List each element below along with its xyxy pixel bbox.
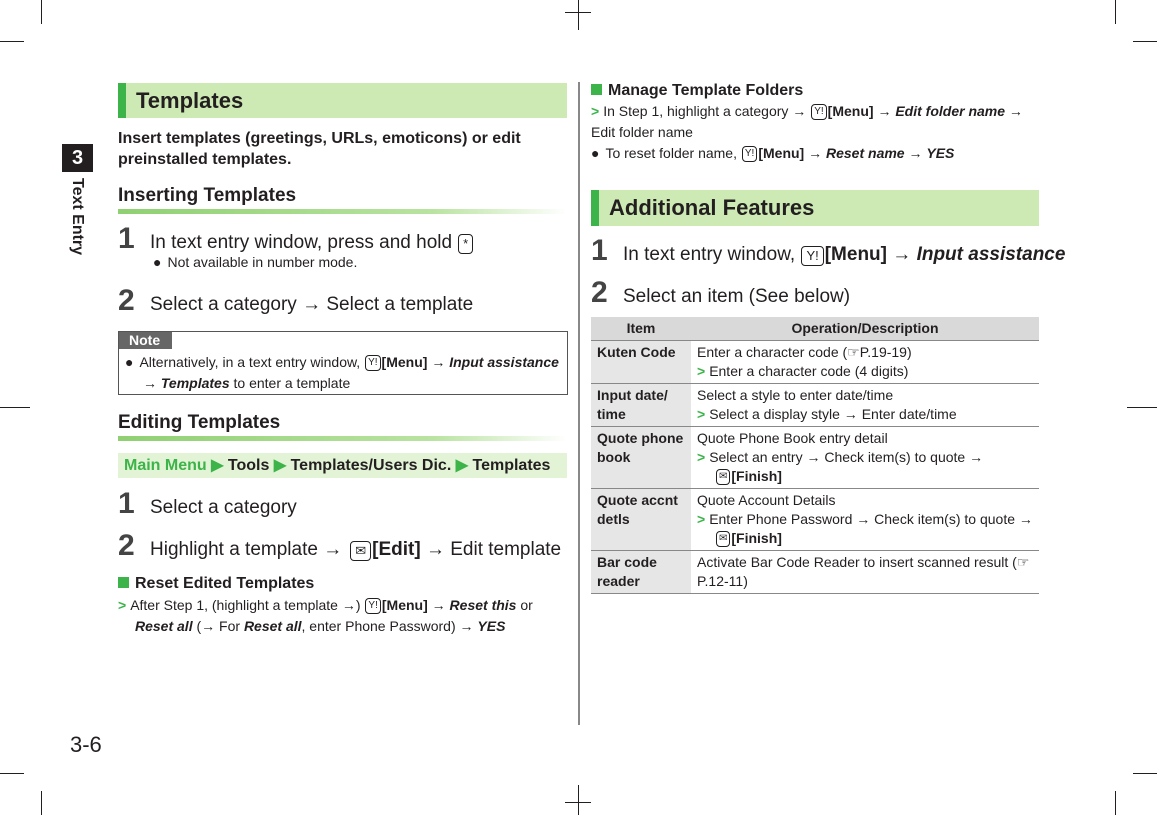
- item-cell: Quote accnt detls: [591, 489, 691, 551]
- yahoo-key-icon: Y!: [365, 355, 380, 371]
- menu-path: Main Menu ▶ Tools ▶ Templates/Users Dic. ▶ Templates: [118, 453, 567, 478]
- crop-mark: [0, 41, 24, 42]
- crop-mark: [1133, 773, 1157, 774]
- item-cell: Quote phone book: [591, 427, 691, 489]
- bullet-note: ● Not available in number mode.: [153, 254, 358, 270]
- step-number: 2: [118, 284, 135, 317]
- crop-mark: [565, 802, 591, 803]
- crop-mark: [41, 791, 42, 815]
- crop-mark: [1133, 41, 1157, 42]
- asterisk-key-icon: *: [458, 234, 473, 254]
- description-cell: Activate Bar Code Reader to insert scanned result (☞P.12-11): [691, 551, 1039, 594]
- table-row: [591, 384, 1039, 427]
- column-divider: [578, 82, 580, 725]
- column-header: Item: [591, 317, 691, 341]
- table-row: [591, 341, 1039, 384]
- description-cell: Select a style to enter date/time > Select a display style → Enter date/time: [691, 384, 1039, 427]
- table-row: [591, 427, 1039, 489]
- note-text: ● Alternatively, in a text entry window, Y! [Menu] → Input assistance → Templates to enter a template: [125, 354, 559, 391]
- item-cell: Kuten Code: [591, 341, 691, 384]
- subheading-reset: Reset Edited Templates: [118, 575, 314, 593]
- crop-mark: [565, 12, 591, 13]
- mail-key-icon: ✉: [350, 541, 371, 561]
- chapter-number: 3: [62, 144, 93, 172]
- yahoo-key-icon: Y!: [811, 104, 826, 120]
- crop-mark: [0, 407, 30, 408]
- step-text: Select a category → Select a template: [150, 294, 474, 315]
- crop-mark: [0, 773, 24, 774]
- square-icon: [591, 84, 602, 95]
- heading-underline: [118, 436, 567, 441]
- note-label: Note: [119, 332, 172, 349]
- step-1: [118, 222, 474, 256]
- yahoo-key-icon: Y!: [365, 598, 380, 614]
- page-number: 3-6: [70, 732, 102, 757]
- heading-inserting: Inserting Templates: [118, 185, 297, 206]
- heading-editing: Editing Templates: [118, 412, 281, 433]
- path-templates: Templates: [472, 457, 551, 474]
- features-table: [591, 317, 1039, 594]
- item-cell: Input date/ time: [591, 384, 691, 427]
- path-tools: Tools: [227, 457, 270, 474]
- heading-underline: [118, 209, 567, 214]
- crop-mark: [578, 785, 579, 815]
- description-cell: Quote Phone Book entry detail > Select an entry → Check item(s) to quote → ✉ [Finish]: [691, 427, 1039, 489]
- section-title-additional: Additional Features: [591, 190, 1039, 226]
- step-1: 1 Select a category: [118, 487, 297, 520]
- step-number: 1: [118, 222, 135, 255]
- bullet-text: Not available in number mode.: [167, 254, 358, 270]
- item-cell: Bar code reader: [591, 551, 691, 594]
- square-icon: [118, 577, 129, 588]
- step-2: [118, 284, 473, 318]
- path-templates-dic: Templates/Users Dic.: [290, 457, 452, 474]
- crop-mark: [578, 0, 579, 30]
- column-header: Operation/Description: [691, 317, 1039, 341]
- yahoo-key-icon: Y!: [801, 246, 823, 266]
- crop-mark: [1127, 407, 1157, 408]
- note-box: [118, 331, 568, 395]
- subheading-manage: Manage Template Folders: [591, 82, 803, 100]
- table-row: [591, 489, 1039, 551]
- crop-mark: [1115, 791, 1116, 815]
- reset-instructions: > After Step 1, (highlight a template →) Y! [Menu] → Reset this or Reset all (→ For Reset all, enter Phone Password) → YES: [118, 597, 533, 634]
- section-title-templates: Templates: [118, 83, 567, 118]
- description-cell: Quote Account Details > Enter Phone Password → Check item(s) to quote → ✉ [Finish]: [691, 489, 1039, 551]
- table-row: [591, 551, 1039, 594]
- crop-mark: [41, 0, 42, 24]
- step-1: 1 In text entry window, Y! [Menu] → Input assistance: [591, 234, 1066, 267]
- description-cell: Enter a character code (☞P.19-19) > Enter a character code (4 digits): [691, 341, 1039, 384]
- step-2: 2 Highlight a template → ✉ [Edit] → Edit template: [118, 529, 562, 562]
- mail-key-icon: ✉: [716, 469, 730, 485]
- manage-instructions: > In Step 1, highlight a category → Y! [Menu] → Edit folder name → Edit folder name ● To reset folder name, Y! [Menu] → Reset name → YES: [591, 103, 1023, 161]
- path-main-menu: Main Menu: [124, 457, 207, 474]
- chapter-title: Text Entry: [69, 178, 86, 256]
- intro-text: Insert templates (greetings, URLs, emoticons) or edit preinstalled templates.: [118, 130, 521, 168]
- step-text: In text entry window, press and hold: [150, 232, 453, 253]
- crop-mark: [1115, 0, 1116, 24]
- step-2: 2 Select an item (See below): [591, 276, 851, 309]
- mail-key-icon: ✉: [716, 531, 730, 547]
